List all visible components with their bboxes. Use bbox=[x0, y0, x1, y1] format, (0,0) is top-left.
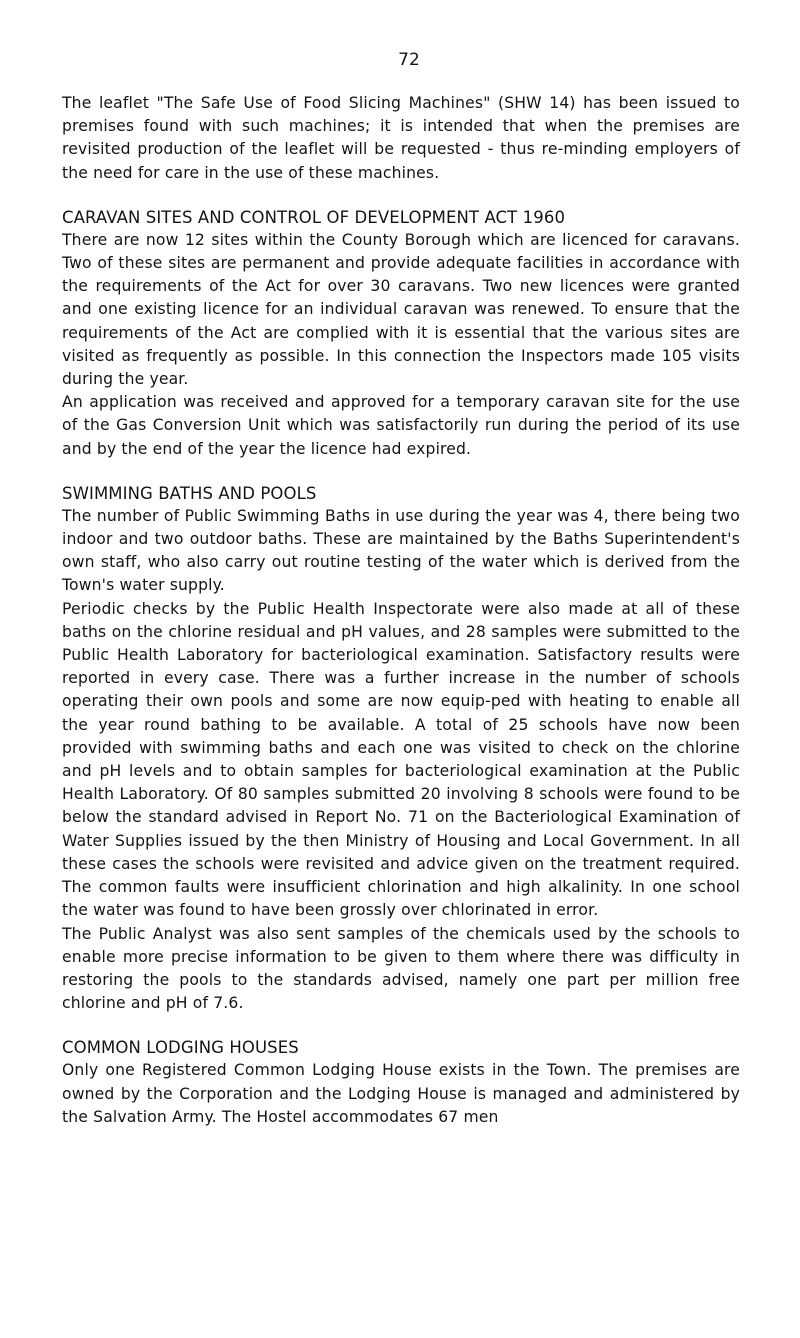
section-swimming-baths bbox=[62, 483, 740, 1015]
section-heading-common-lodging-houses: COMMON LODGING HOUSES bbox=[62, 1038, 299, 1058]
page-number: 72 bbox=[398, 50, 420, 70]
section-heading-swimming-baths: SWIMMING BATHS AND POOLS bbox=[62, 483, 317, 503]
swimming-paragraph-3: The Public Analyst was also sent samples of the chemicals used by the schools to enable more precise information to be given to them where there was difficulty in restoring the pools to the standards advised, namely one part per million free chlorine and pH of 7.6. bbox=[62, 924, 740, 1013]
intro-paragraph-1: The leaflet "The Safe Use of Food Slicing Machines" (SHW 14) has been issued to premises found with such machines; it is intended that when the premises are revisited production of the leaflet will be requested - thus re-minding employers of the need for care in the use of these machines. bbox=[62, 94, 740, 182]
caravan-paragraph-2: An application was received and approved for a temporary caravan site for the use of the Gas Conversion Unit which was satisfactorily run during the period of its use and by the end of the year the licence had expired. bbox=[62, 393, 740, 458]
lodging-paragraph-1: Only one Registered Common Lodging House exists in the Town. The premises are owned by the Corporation and the Lodging House is managed and administered by the Salvation Army. The Hostel accommodates 67 men bbox=[62, 1061, 740, 1126]
section-common-lodging-houses bbox=[62, 1037, 740, 1129]
caravan-paragraph-1: There are now 12 sites within the County Borough which are licenced for caravans. Two of these sites are permanent and provide adequate facilities in accordance with the requirements of the Act for over 30 caravans. Two new licences were granted and one existing licence for an individual caravan was renewed. To ensure that the requirements of the Act are complied with it is essential that the various sites are visited as frequently as possible. In this connection the Inspectors made 105 visits during the year. bbox=[62, 230, 740, 389]
section-caravan-sites bbox=[62, 207, 740, 461]
section-heading-caravan-sites: CARAVAN SITES AND CONTROL OF DEVELOPMENT ACT 1960 bbox=[62, 207, 566, 227]
intro-section bbox=[62, 92, 740, 185]
swimming-paragraph-1: The number of Public Swimming Baths in use during the year was 4, there being two indoor and two outdoor baths. These are maintained by the Baths Superintendent's own staff, who also carry out routine testing of the water which is derived from the Town's water supply. bbox=[62, 506, 740, 595]
swimming-paragraph-2: Periodic checks by the Public Health Inspectorate were also made at all of these baths on the chlorine residual and pH values, and 28 samples were submitted to the Public Health Laboratory for bacteriological examination. Satisfactory results were reported in every case. There was a further increase in the number of schools operating their own pools and some are now equip-ped with heating to enable all the year round bathing to be available. A total of 25 schools have now been provided with swimming baths and each one was visited to check on the chlorine and pH levels and to obtain samples for bacteriological examination at the Public Health Laboratory. Of 80 samples submitted 20 involving 8 schools were found to be below the standard advised in Report No. 71 on the Bacteriological Examination of Water Supplies issued by the then Ministry of Housing and Local Government. In all these cases the schools were revisited and advice given on the treatment required. The common faults were insufficient chlorination and high alkalinity. In one school the water was found to have been grossly over chlorinated in error. bbox=[62, 599, 740, 920]
document-page bbox=[62, 50, 740, 1129]
